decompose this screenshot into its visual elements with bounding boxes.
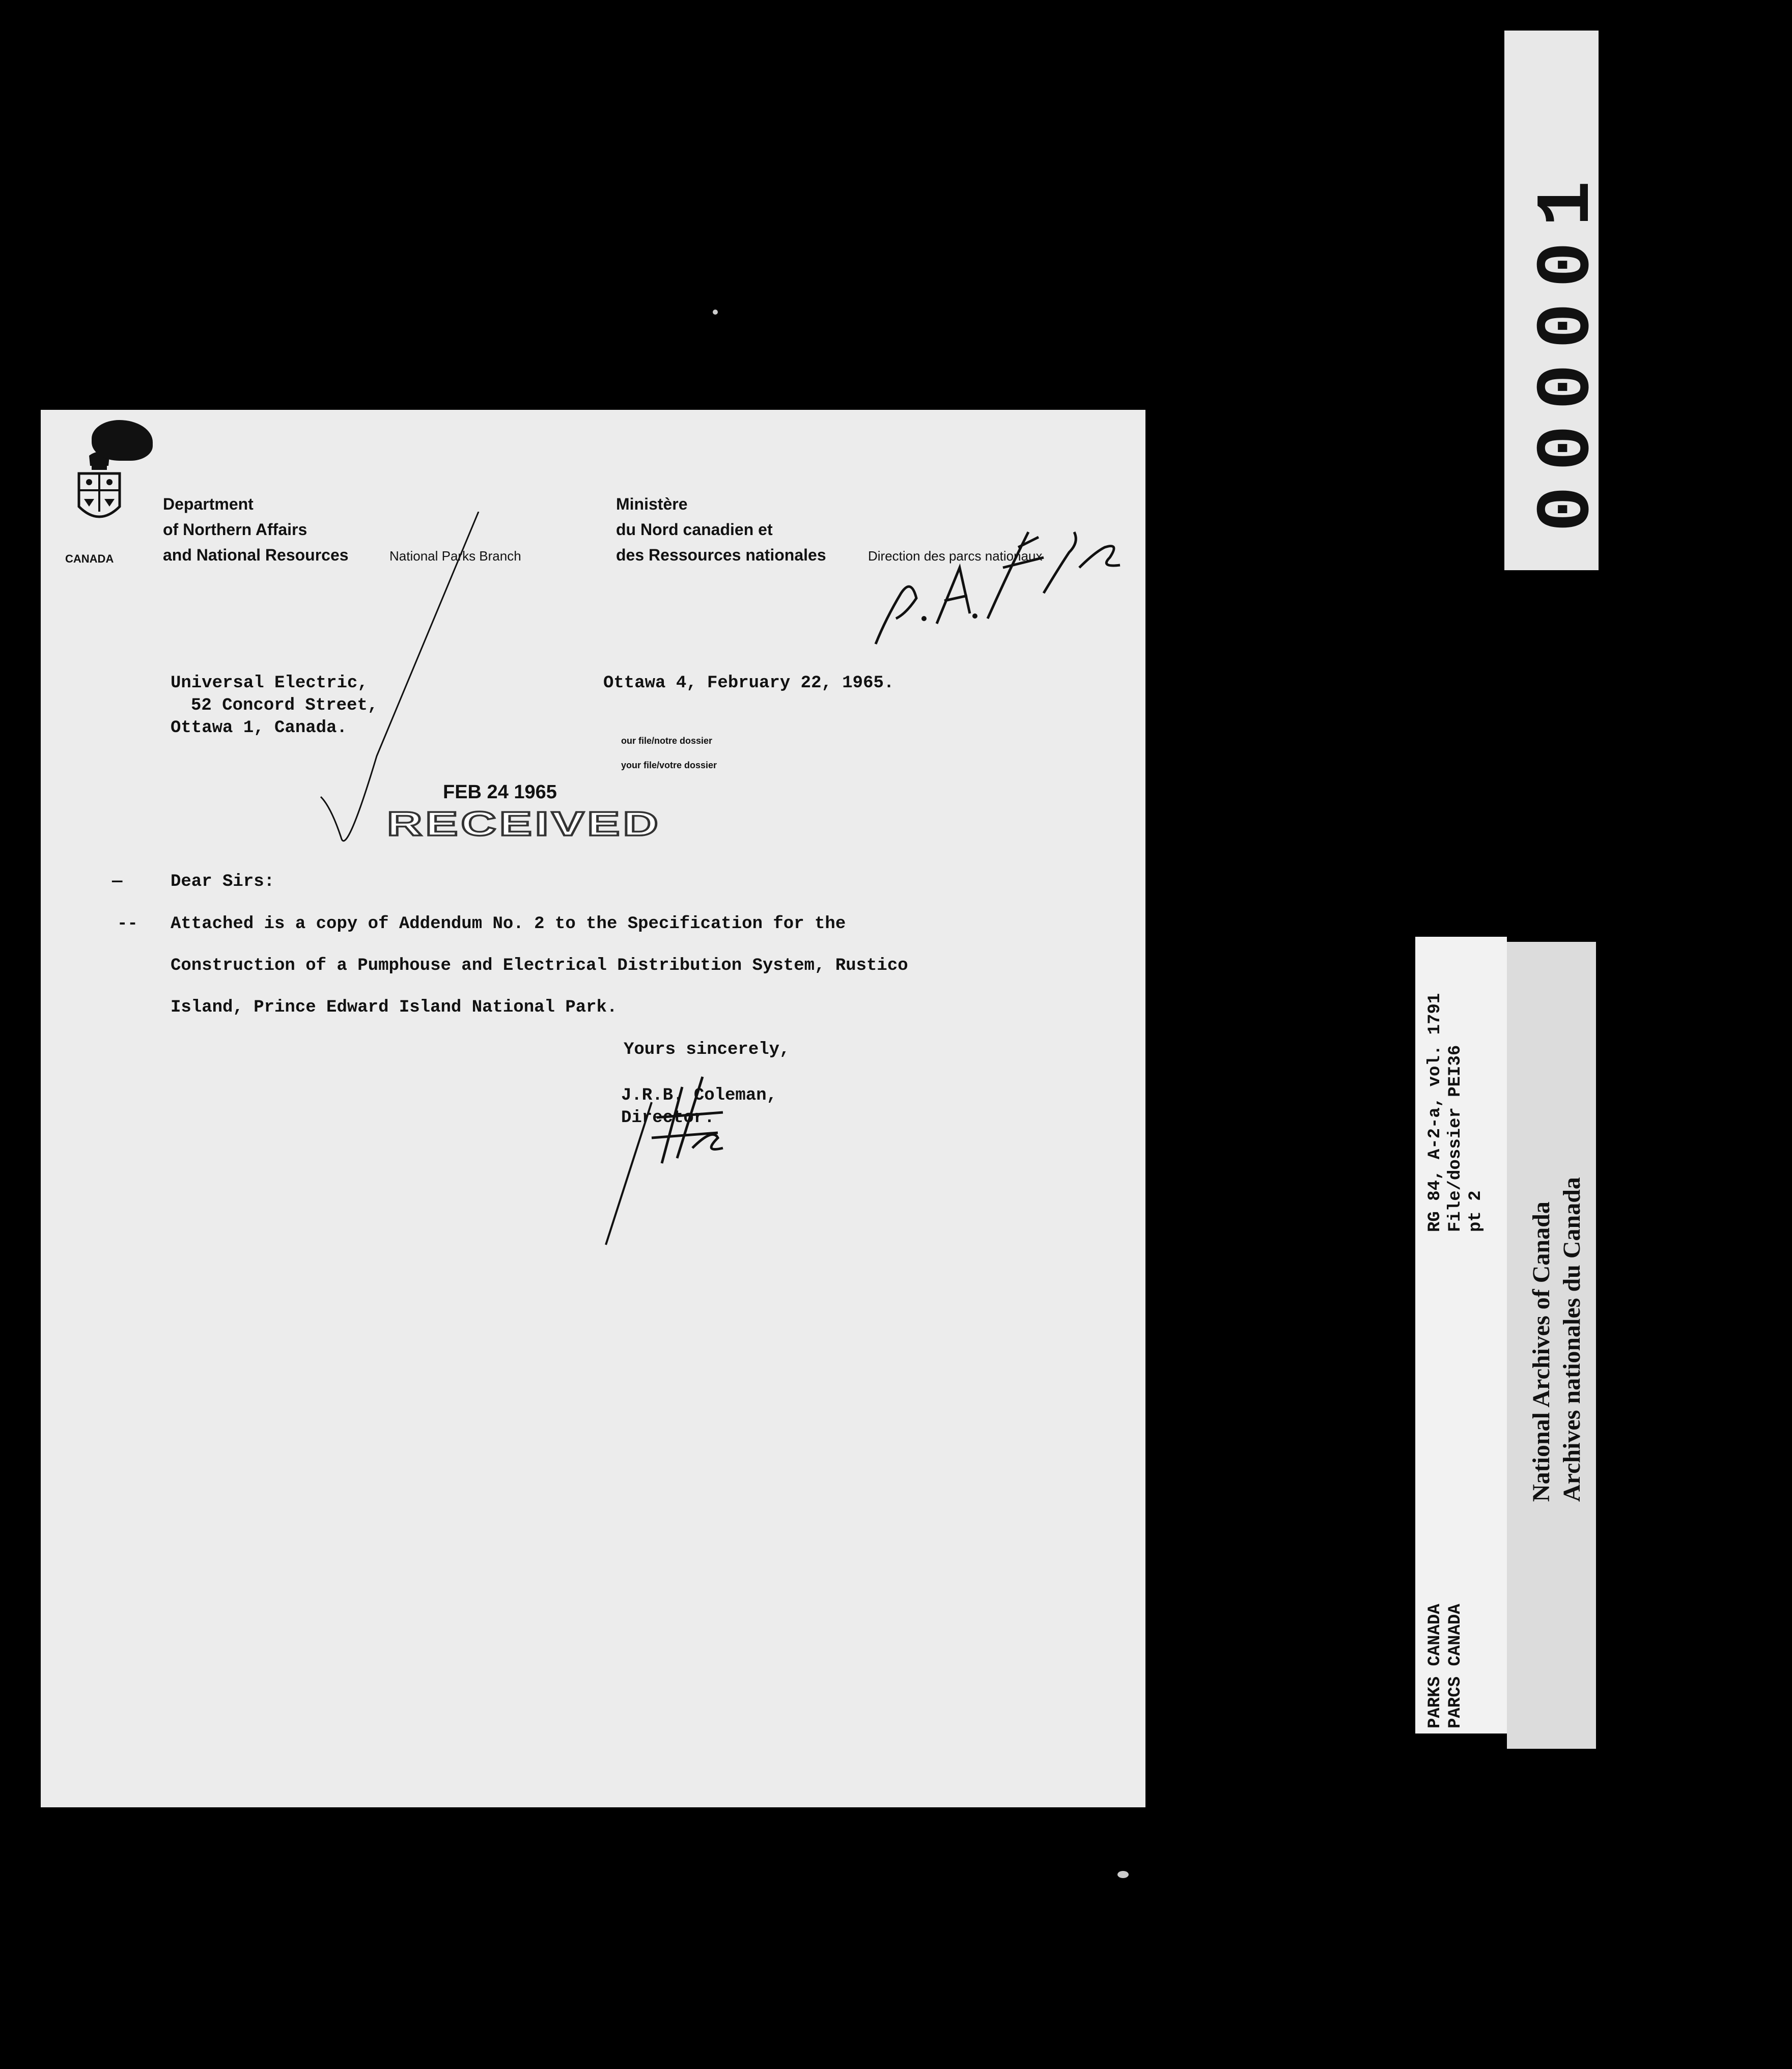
body-line-3: Island, Prince Edward Island National Park. — [171, 998, 618, 1017]
closing: Yours sincerely, — [624, 1040, 790, 1059]
body-line-1: Attached is a copy of Addendum No. 2 to the Specification for the — [171, 914, 846, 934]
archive-ref-line1: RG 84, A-2-a, vol. 1791 — [1425, 993, 1445, 1232]
dept-name-fr-line3: des Ressources nationales — [616, 546, 826, 564]
archive-name-en: National Archives of Canada — [1528, 1201, 1555, 1502]
ink-blot — [92, 420, 153, 461]
archive-ref-line2: File/dossier PEI36 — [1446, 1045, 1465, 1232]
dateline: Ottawa 4, February 22, 1965. — [603, 674, 894, 693]
branch-name-fr: Direction des parcs nationaux — [868, 548, 1043, 564]
handwritten-note — [865, 491, 1130, 664]
dept-name-en-line2: of Northern Affairs — [163, 520, 307, 539]
dept-name-en-line3: and National Resources — [163, 546, 349, 564]
dust-speck — [1117, 1871, 1129, 1878]
dust-speck — [713, 310, 718, 315]
archive-ref-parks: PARKS CANADA — [1425, 1604, 1445, 1728]
recipient-line2: 52 Concord Street, — [191, 696, 378, 715]
recipient-line1: Universal Electric, — [171, 674, 368, 693]
archive-ref-line3: pt 2 — [1466, 1190, 1486, 1232]
check-mark-stroke — [270, 512, 524, 1224]
signatory-name: J.R.B. Coleman, — [621, 1086, 777, 1105]
margin-mark: -- — [117, 914, 138, 934]
signatory-title: Director. — [621, 1108, 715, 1128]
dept-name-fr-line1: Ministère — [616, 495, 688, 513]
letter-page — [41, 410, 1145, 1807]
canada-crest-icon — [69, 451, 130, 552]
body-line-2: Construction of a Pumphouse and Electrical Distribution System, Rustico — [171, 956, 908, 975]
margin-mark: — — [112, 872, 123, 891]
crest-caption: CANADA — [65, 552, 114, 565]
frame-number: 000001 — [1525, 165, 1611, 532]
dept-name-fr-line2: du Nord canadien et — [616, 520, 773, 539]
dept-name-en-line1: Department — [163, 495, 254, 513]
our-file-label: our file/notre dossier — [621, 736, 713, 746]
archive-ref-parcs: PARCS CANADA — [1446, 1604, 1465, 1728]
branch-name-en: National Parks Branch — [389, 548, 521, 564]
salutation: Dear Sirs: — [171, 872, 275, 891]
national-archives-label — [1507, 942, 1596, 1749]
archive-name-fr: Archives nationales du Canada — [1558, 1177, 1585, 1502]
archive-reference-label — [1415, 937, 1507, 1734]
received-stamp-word: RECEIVED — [387, 804, 661, 843]
received-stamp-date: FEB 24 1965 — [443, 781, 557, 803]
your-file-label: your file/votre dossier — [621, 760, 717, 770]
frame-number-label — [1504, 31, 1611, 570]
recipient-line3: Ottawa 1, Canada. — [171, 718, 347, 738]
